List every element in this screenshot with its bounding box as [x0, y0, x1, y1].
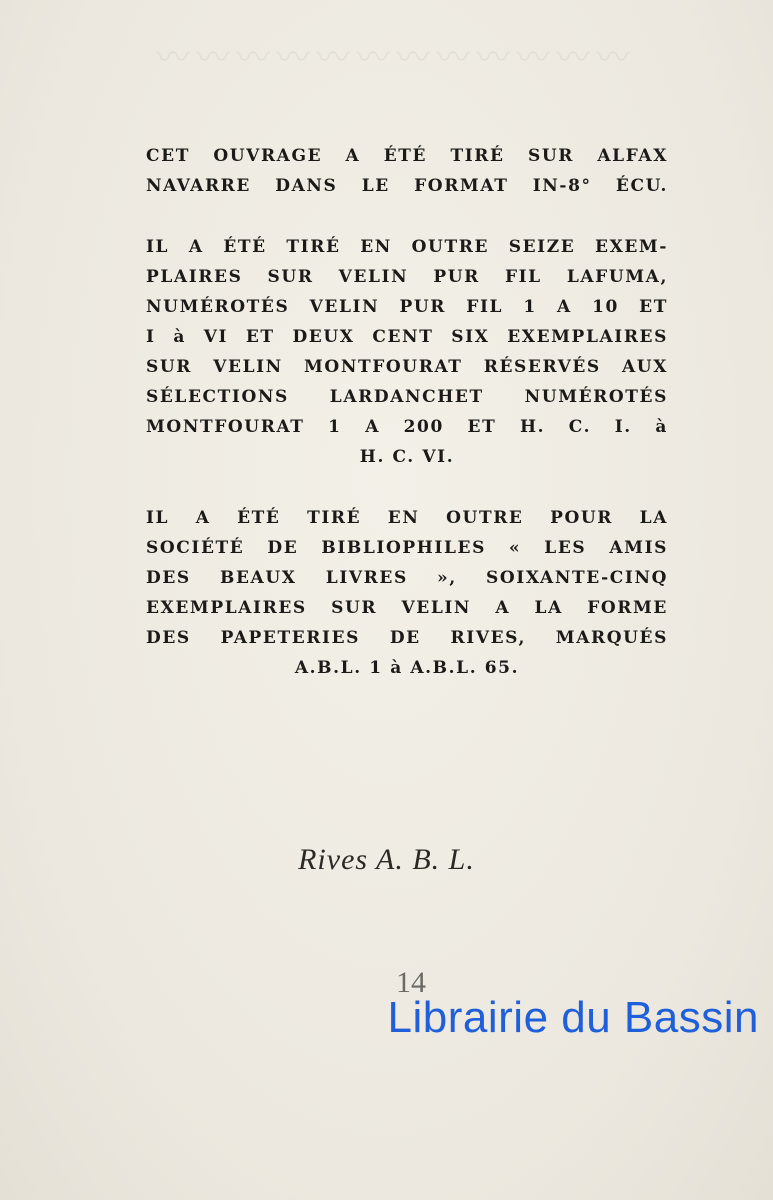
text-line: NUMÉROTÉS VELIN PUR FIL 1 A 10 ET	[146, 297, 668, 317]
bibliophiles-paragraph	[146, 503, 668, 683]
text-line: SOCIÉTÉ DE BIBLIOPHILES « LES AMIS	[146, 538, 668, 558]
paper-statement-paragraph	[146, 141, 668, 201]
text-line: DES BEAUX LIVRES », SOIXANTE-CINQ	[146, 568, 668, 588]
text-line: MONTFOURAT 1 A 200 ET H. C. I. à	[146, 417, 668, 437]
text-line: SUR VELIN MONTFOURAT RÉSERVÉS AUX	[146, 357, 668, 377]
text-line: I à VI ET DEUX CENT SIX EXEMPLAIRES	[146, 327, 668, 347]
text-line: H. C. VI.	[359, 447, 455, 467]
watermark-text: Librairie du Bassin	[387, 993, 759, 1042]
show-through-text: 〰〰〰〰〰〰〰〰〰〰〰〰	[150, 40, 630, 77]
text-line: SÉLECTIONS LARDANCHET NUMÉROTÉS	[146, 387, 668, 407]
text-line: PLAIRES SUR VELIN PUR FIL LAFUMA,	[146, 267, 668, 287]
text-line: IL A ÉTÉ TIRÉ EN OUTRE POUR LA	[146, 508, 668, 528]
text-line: EXEMPLAIRES SUR VELIN A LA FORME	[146, 598, 668, 618]
text-line: DES PAPETERIES DE RIVES, MARQUÉS	[146, 628, 668, 648]
edition-mark: Rives A. B. L.	[298, 843, 475, 876]
text-line: A.B.L. 1 à A.B.L. 65.	[294, 658, 520, 678]
page-number: 14	[396, 966, 426, 999]
text-line: NAVARRE DANS LE FORMAT IN-8° ÉCU.	[146, 176, 668, 196]
text-line: CET OUVRAGE A ÉTÉ TIRÉ SUR ALFAX	[146, 146, 668, 166]
text-line: IL A ÉTÉ TIRÉ EN OUTRE SEIZE EXEM-	[146, 237, 668, 257]
special-copies-paragraph	[146, 232, 668, 472]
